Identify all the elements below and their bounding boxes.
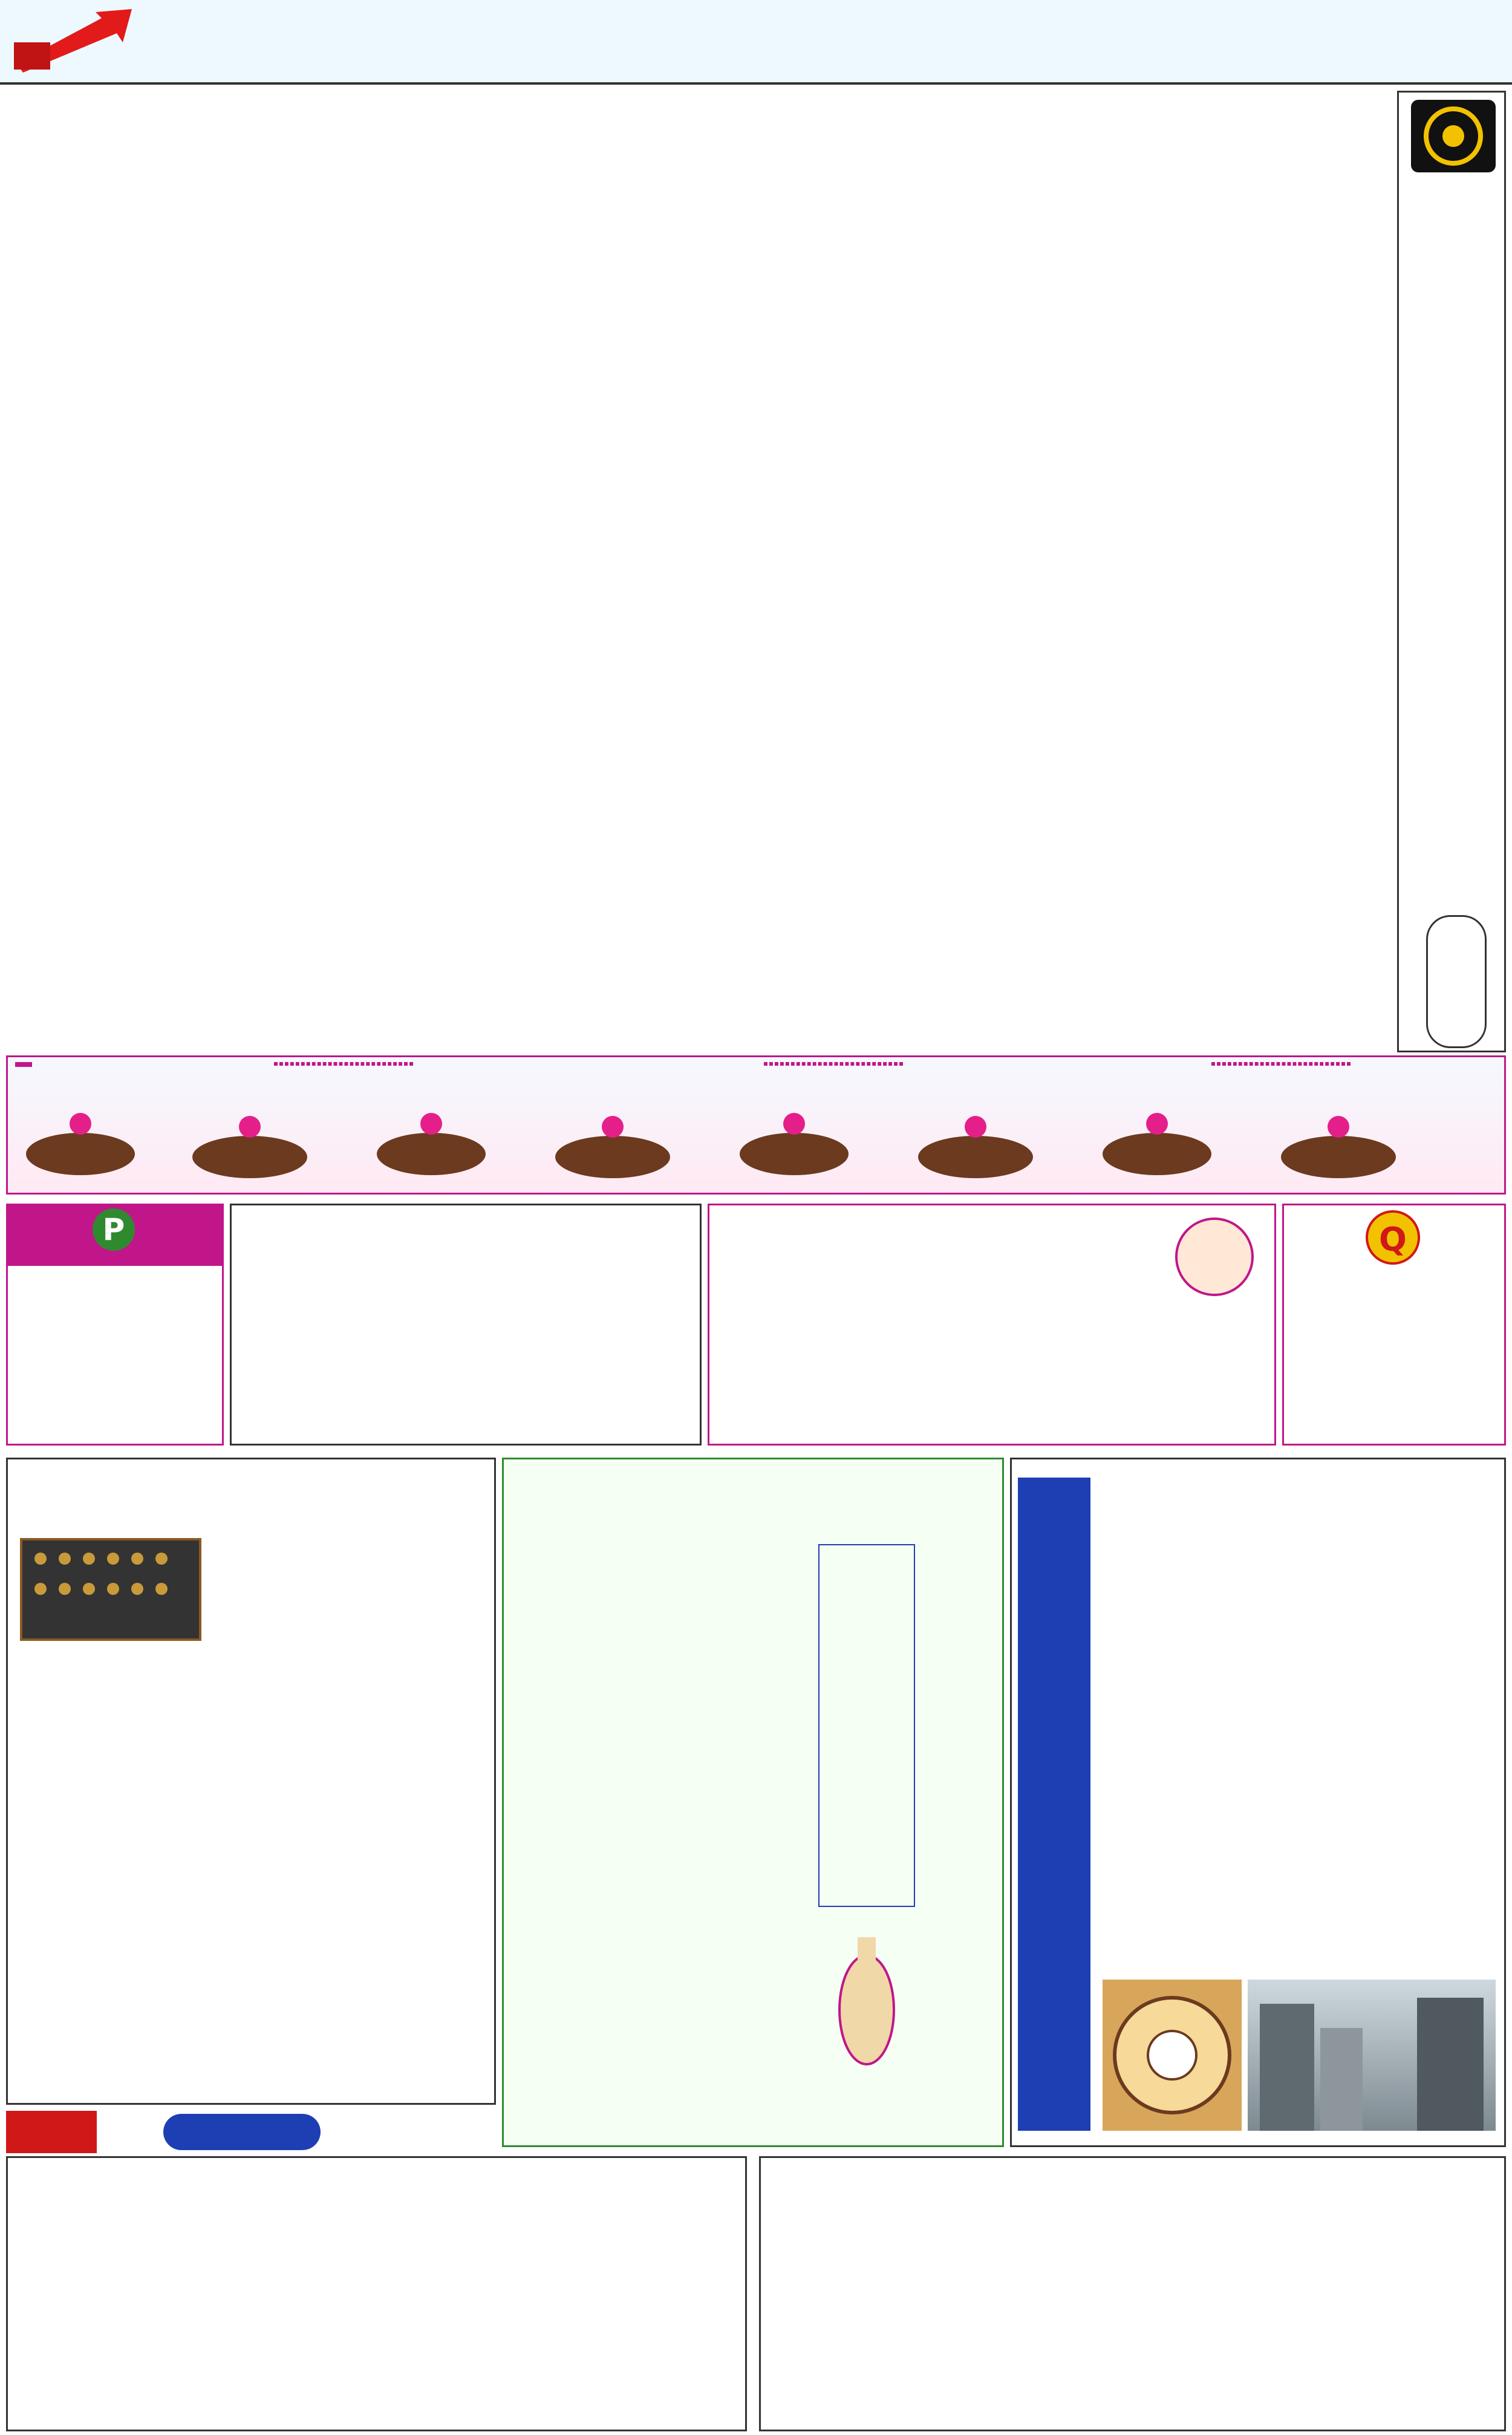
header	[0, 0, 1512, 85]
compass-icon	[1103, 1980, 1242, 2131]
qt-badge	[1175, 1218, 1254, 1296]
p-icon: P	[93, 1208, 135, 1251]
street-photo	[1248, 1980, 1496, 2131]
race-grid	[6, 91, 1391, 1052]
article-1-body	[20, 1653, 486, 2046]
logo-arrow-icon	[11, 6, 132, 73]
article-3-title	[1018, 1478, 1090, 2131]
tips-note	[299, 1211, 324, 1393]
street-photo-icon	[1248, 1980, 1496, 2131]
football-right	[759, 2156, 1506, 2431]
qt-body	[722, 1260, 1157, 1441]
race-row-bottom	[6, 575, 1391, 1052]
tips-title	[235, 1211, 272, 1441]
best-banner-title	[15, 1062, 32, 1067]
tips-source	[299, 1393, 324, 1441]
race-row-top	[6, 91, 1391, 569]
best-pick-2	[764, 1062, 903, 1066]
vase-image	[830, 1919, 903, 2070]
q-select-box	[1282, 1204, 1506, 1446]
q-icon: Q	[1366, 1210, 1420, 1265]
tips-rows	[328, 1211, 697, 1441]
issue-number	[6, 2111, 97, 2153]
article-2	[502, 1458, 1004, 2147]
best-pick-3	[1211, 1062, 1351, 1066]
article-2-poem	[818, 1544, 915, 1907]
issue-bar	[6, 2111, 496, 2153]
abacus-icon	[22, 1540, 199, 1613]
big-p-title-bar	[8, 1205, 222, 1266]
side-column	[1397, 91, 1506, 1052]
vase-icon	[830, 1919, 903, 2070]
tips-date	[274, 1211, 298, 1441]
eye-logo	[163, 2114, 321, 2150]
logo	[11, 6, 132, 73]
best-pick-1	[274, 1062, 413, 1066]
abacus-image	[20, 1538, 201, 1641]
article-2-body	[516, 1472, 812, 2088]
tips-box	[230, 1204, 702, 1446]
qt-side	[1163, 1302, 1266, 1441]
qt-box	[708, 1204, 1276, 1446]
best-banner	[6, 1055, 1506, 1195]
side-headline	[1417, 183, 1496, 909]
article-1	[6, 1458, 496, 2105]
article-3-body	[1103, 1520, 1496, 1943]
big-p-box	[6, 1204, 224, 1446]
side-logo	[1411, 100, 1496, 172]
article-3	[1010, 1458, 1506, 2147]
racing-horses-image	[8, 1100, 1508, 1196]
article-2-title	[921, 1472, 1000, 2137]
football-left	[6, 2156, 747, 2431]
side-subtext	[1426, 915, 1487, 1048]
compass-image	[1103, 1980, 1242, 2131]
globe-icon	[1411, 100, 1496, 172]
